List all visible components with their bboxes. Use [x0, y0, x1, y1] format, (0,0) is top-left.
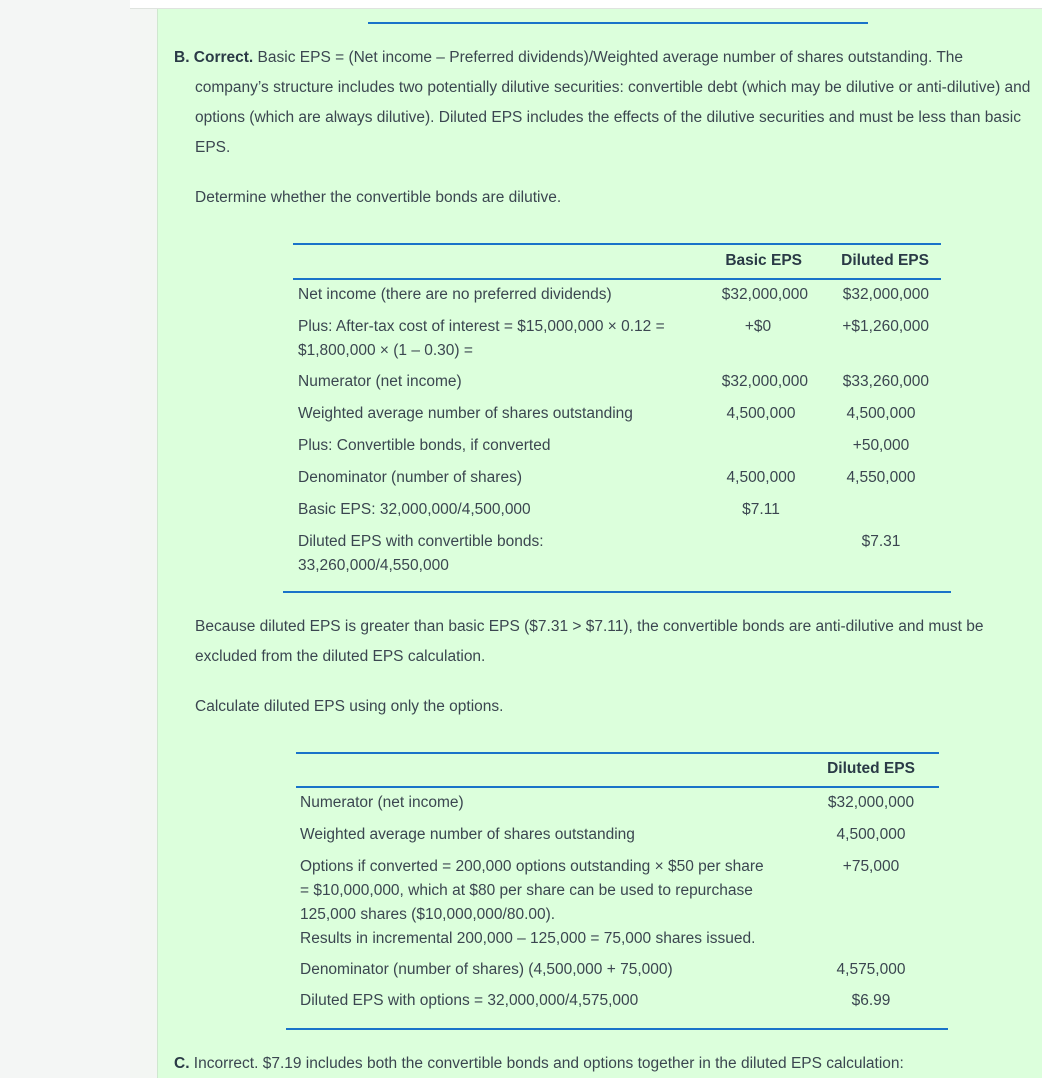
- table2-row-value: 4,500,000: [836, 826, 906, 843]
- top-divider: [368, 22, 868, 24]
- table1-row-basic: 4,500,000: [726, 469, 796, 486]
- table1-row-label: Basic EPS: 32,000,000/4,500,000: [298, 501, 531, 518]
- table2-header-diluted: Diluted EPS: [827, 760, 915, 777]
- table1-row-diluted: +50,000: [852, 437, 910, 454]
- table1-row-basic: 4,500,000: [726, 405, 796, 422]
- table1-header-diluted: Diluted EPS: [841, 252, 929, 269]
- table1-row-label: Plus: After-tax cost of interest = $15,000,000 × 0.12 = $1,800,000 × (1 – 0.30) =: [298, 318, 665, 359]
- step1-text: Determine whether the convertible bonds are dilutive.: [195, 189, 562, 206]
- table1-row-basic: +$0: [744, 318, 772, 335]
- table1-row-diluted: $7.31: [861, 533, 901, 550]
- table2-row-value: $32,000,000: [827, 794, 915, 811]
- table2-top-rule: [296, 752, 939, 754]
- answer-c-label: C.: [174, 1055, 190, 1072]
- table1-row-label: Weighted average number of shares outstanding: [298, 405, 633, 422]
- table2-row-value: 4,575,000: [836, 961, 906, 978]
- table2-row-label: Weighted average number of shares outstanding: [300, 826, 635, 843]
- table2-row-label: Numerator (net income): [300, 794, 464, 811]
- table2-row-label-cont: Results in incremental 200,000 – 125,000 = 75,000 shares issued.: [300, 930, 756, 947]
- answer-b-label: B. Correct.: [174, 49, 254, 66]
- table1-row-diluted: 4,500,000: [846, 405, 916, 422]
- table1-row-label: Diluted EPS with convertible bonds: 33,260,000/4,550,000: [298, 533, 544, 574]
- table2-row-value: +75,000: [842, 858, 900, 875]
- table1-row-basic: $32,000,000: [721, 373, 808, 390]
- table2-bottom-rule: [286, 1028, 948, 1030]
- table1-row-diluted: $33,260,000: [842, 373, 929, 390]
- table1-row-label: Plus: Convertible bonds, if converted: [298, 437, 551, 454]
- table2-row-value: $6.99: [851, 992, 891, 1009]
- table1-row-diluted: +$1,260,000: [842, 318, 929, 335]
- table1-row-label: Net income (there are no preferred dividends): [298, 286, 612, 303]
- table1-row-label: Denominator (number of shares): [298, 469, 522, 486]
- table1-row-diluted: $32,000,000: [842, 286, 929, 303]
- explanation-panel: [157, 9, 1042, 1078]
- answer-c-text: Incorrect. $7.19 includes both the convertible bonds and options together in the diluted EPS calculation:: [189, 1055, 904, 1072]
- table1-bottom-rule: [283, 591, 951, 593]
- step2-text: Calculate diluted EPS using only the options.: [195, 698, 504, 715]
- table1-header-basic: Basic EPS: [725, 252, 802, 269]
- answer-b-paragraph: [174, 43, 1034, 163]
- answer-b-text: Basic EPS = (Net income – Preferred dividends)/Weighted average number of shares outstanding. The company’s structure includes two potentially dilutive securities: convertible debt (which may be dilutive or anti-dilutive) and options (which are always dilutive). Diluted EPS includes the effects of the dilutive securities and must be less than basic EPS.: [195, 49, 1031, 156]
- table1-row-basic: $32,000,000: [721, 286, 808, 303]
- table2-row-label: Denominator (number of shares) (4,500,000 + 75,000): [300, 961, 673, 978]
- table2-row-label: Options if converted = 200,000 options outstanding × $50 per share = $10,000,000, which at $80 per share can be used to repurchase 125,000 shares ($10,000,000/80.00).: [300, 858, 764, 923]
- table2-row-label: Diluted EPS with options = 32,000,000/4,575,000: [300, 992, 639, 1009]
- page-top-bar: [130, 0, 1042, 9]
- conclusion1-text: Because diluted EPS is greater than basic EPS ($7.31 > $7.11), the convertible bonds are anti-dilutive and must be excluded from the diluted EPS calculation.: [195, 618, 984, 665]
- table1-top-rule: [293, 243, 941, 245]
- left-gutter: [0, 0, 130, 1078]
- table1-row-diluted: 4,550,000: [846, 469, 916, 486]
- table1-header-rule: [293, 278, 941, 280]
- table1-row-basic: $7.11: [742, 501, 780, 518]
- table2-header-rule: [296, 786, 939, 788]
- table1-row-label: Numerator (net income): [298, 373, 462, 390]
- answer-c-paragraph: [174, 1049, 1034, 1078]
